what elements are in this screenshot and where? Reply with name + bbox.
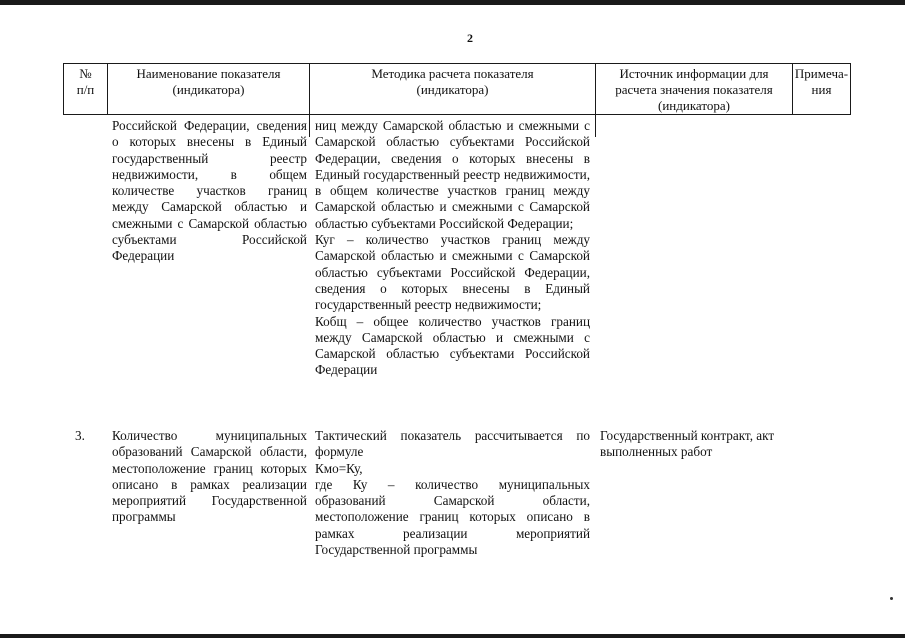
scan-speck	[890, 597, 893, 600]
row-method: Тактический показатель рассчитывается по формуле Кмо=Ку, где Ку – количество муниципальных образований Самарской области, местоположение границ которых описано в рамках реализации мероприятий Государственной программы	[315, 428, 590, 558]
column-divider	[309, 115, 310, 137]
page-number: 2	[467, 31, 473, 45]
bottom-border	[0, 634, 905, 638]
row-name: Количество муниципальных образований Самарской области, местоположение границ которых описано в рамках реализации мероприятий Государственной программы	[112, 428, 307, 525]
header-name: Наименование показателя (индикатора)	[107, 63, 310, 115]
top-border	[0, 0, 905, 5]
header-method: Методика расчета показателя (индикатора)	[309, 63, 596, 115]
row-num: 3.	[75, 428, 85, 443]
column-divider	[595, 115, 596, 137]
header-num: № п/п	[63, 63, 108, 115]
row-source: Государственный контракт, акт выполненных работ	[600, 428, 775, 460]
header-notes: Примеча- ния	[792, 63, 851, 115]
header-source: Источник информации для расчета значения показателя (индикатора)	[595, 63, 793, 115]
row-method: ниц между Самарской областью и смежными с Самарской областью субъектами Российской Федерации, сведения о которых внесены в Единый государственный реестр недвижимости, в общем количестве участков границ между Самарской областью и смежными с Самарской областью субъектами Российской Федерации; Куг – количество участков границ между Самарской областью и смежными с Самарской областью субъектами Российской Федерации, сведения о которых внесены в Единый государственный реестр недвижимости; Кобщ – общее количество участков границ между Самарской областью и смежными с Самарской областью субъектами Российской Федерации	[315, 118, 590, 378]
row-name: Российской Федерации, сведения о которых внесены в Единый государственный реестр недвижимости, в общем количестве участков границ между Самарской областью и смежными с Самарской областью субъектами Российской Федерации	[112, 118, 307, 264]
